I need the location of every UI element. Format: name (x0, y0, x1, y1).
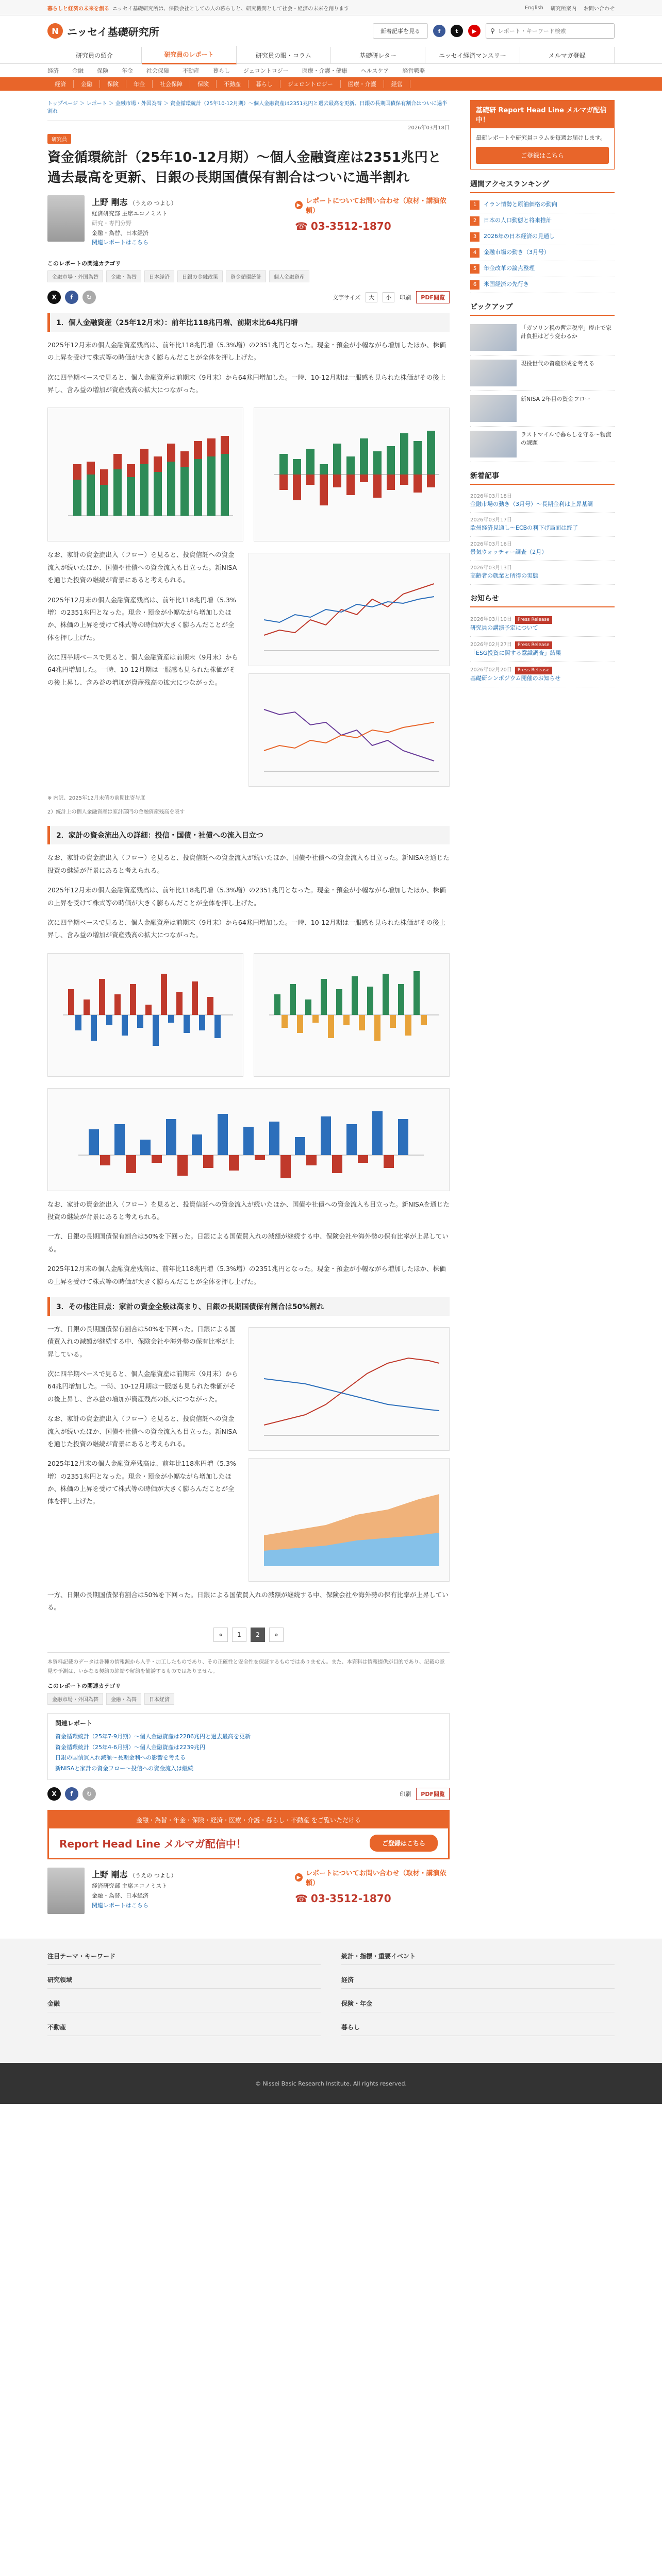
page-title: 資金循環統計（25年10-12月期）～個人金融資産は2351兆円と過去最高を更新、日銀の長期国債保有割合はついに過半割れ (47, 150, 441, 185)
figure-note: 2）統計上の個人金融資産は家計部門の金融資産残高を表す (47, 809, 185, 816)
body-paragraph: 一方、日銀の長期国債保有割合は50%を下回った。日銀による国債買入れの減額が継続する中、保険会社や海外勢の保有比率が上昇している。 (47, 1325, 236, 1358)
ranking-label: イラン情勢と原油価格の動向 (484, 200, 557, 208)
nav-researchers[interactable]: 研究員の紹介 (47, 47, 142, 64)
share-row (47, 1787, 450, 1801)
nav-monthly[interactable]: ニッセイ経済マンスリー (425, 47, 520, 64)
page-2[interactable]: 2 (251, 1628, 265, 1642)
latest-date: 2026年03月17日 (470, 517, 512, 523)
news-item[interactable] (470, 662, 615, 687)
body-paragraph: 一方、日銀の長期国債保有割合は50%を下回った。日銀による国債買入れの減額が継続する中、保険会社や海外勢の保有比率が上昇している。 (47, 1590, 449, 1612)
cat-item[interactable]: 経営 (384, 80, 410, 88)
top-notice: ニッセイ基礎研究所は、保険会社としての人の暮らしと、研究機関として社会・経済の未来を創ります (112, 6, 350, 12)
pickup-item[interactable] (470, 391, 615, 427)
tag-item[interactable]: 金融市場・外国為替 (47, 270, 103, 282)
latest-title: 高齢者の就業と所得の実態 (470, 572, 538, 580)
pickup-label: ラストマイルで暮らしを守る～物流の課題 (521, 431, 611, 447)
author-more-link[interactable]: 関連レポートはこちら (92, 239, 148, 246)
contact-tel[interactable] (295, 1892, 450, 1905)
contact-link-label: レポートについてお問い合わせ（取材・講演依頼） (305, 197, 446, 215)
mailmag-box (470, 100, 615, 170)
news-date: 2026年03月10日 (470, 616, 512, 622)
pickup-head: ピックアップ (470, 301, 615, 316)
subnav-item[interactable]: ヘルスケア (360, 67, 389, 74)
cat-item[interactable]: 金融 (74, 80, 100, 88)
main-nav (0, 46, 662, 64)
tag-list (47, 270, 450, 282)
footer-link[interactable]: 暮らし (341, 2019, 615, 2036)
contact-link[interactable] (295, 195, 450, 215)
ranking-label: 2026年の日本経済の見通し (484, 232, 555, 240)
mailmag-button[interactable]: ご登録はこちら (476, 147, 609, 164)
tag-item[interactable]: 日銀の金融政策 (177, 270, 223, 282)
banner-button[interactable]: ご登録はこちら (370, 1835, 438, 1852)
logo-mark: N (47, 23, 63, 39)
mailmag-text: 最新レポートや研究員コラムを毎週お届けします。 (476, 134, 606, 141)
line-chart (254, 1332, 444, 1446)
contact-tel[interactable] (295, 220, 450, 232)
pickup-item[interactable] (470, 427, 615, 462)
chart-figure (249, 1458, 450, 1582)
ranking-item[interactable]: 5 年金改革の論点整理 (470, 261, 615, 277)
pickup-label: 現役世代の資産形成を考える (521, 360, 594, 367)
ranking-item[interactable]: 1 イラン情勢と原油価格の動向 (470, 197, 615, 213)
subnav-item[interactable]: 医療・介護・健康 (302, 67, 347, 74)
nav-letter[interactable]: 基礎研レター (331, 47, 425, 64)
new-articles-button[interactable]: 新着記事を見る (373, 23, 428, 39)
chart-figure (249, 553, 450, 666)
body-paragraph: 2025年12月末の個人金融資産残高は、前年比118兆円増（5.3%増）の2351兆円となった。現金・預金が小幅ながら増加したほか、株価の上昇を受けて株式等の時価が大きく膨らんだことが全体を押し上げた。 (47, 341, 446, 362)
category-bar (0, 77, 662, 91)
share-icon[interactable]: ↻ (82, 1787, 96, 1801)
news-item[interactable] (470, 637, 615, 662)
body-paragraph: 次に四半期ベースで見ると、個人金融資産は前期末（9月末）から64兆円増加した。一時、10-12月期は一服感も見られた株価がその後上昇し、含み益の増加が資産残高の拡大につながった。 (47, 653, 238, 686)
author-name[interactable]: 上野 剛志 (92, 197, 128, 207)
x-share-icon[interactable]: X (47, 1787, 61, 1801)
nav-columns[interactable]: 研究員の眼・コラム (237, 47, 331, 64)
footer-link[interactable]: 研究領域 (47, 1971, 321, 1989)
pdf-button[interactable]: PDF閲覧 (416, 1788, 450, 1800)
latest-date: 2026年03月16日 (470, 541, 512, 547)
news-date: 2026年02月20日 (470, 667, 512, 673)
search-box[interactable] (486, 23, 615, 39)
ranking-item[interactable]: 6 米国経済の先行き (470, 277, 615, 293)
line-chart (254, 558, 444, 661)
subnav-item[interactable]: 経済 (47, 67, 59, 74)
author-dept: 経済研究部 主席エコノミスト (92, 1883, 168, 1890)
top-bar (0, 0, 662, 15)
chart-figure (47, 1088, 450, 1191)
author-field-label: 研究・専門分野 (92, 219, 131, 227)
facebook-share-icon[interactable]: f (65, 291, 78, 304)
cat-item[interactable]: 暮らし (249, 80, 280, 88)
pickup-label: 「ガソリン税の暫定税率」廃止で家計負担はどう変わるか (521, 324, 611, 340)
subnav-item[interactable]: 保険 (97, 67, 108, 74)
subnav-item[interactable]: 暮らし (213, 67, 230, 74)
author-name[interactable]: 上野 剛志 (92, 1870, 128, 1880)
body-paragraph: 次に四半期ベースで見ると、個人金融資産は前期末（9月末）から64兆円増加した。一時、10-12月期は一服感も見られた株価がその後上昇し、含み益の増加が資産残高の拡大につながった。 (47, 918, 446, 939)
sidebar (470, 100, 615, 1925)
youtube-icon[interactable]: ▶ (468, 25, 481, 37)
section-heading: 1．個人金融資産（25年12月末）：前年比118兆円増、前期末比64兆円増 (47, 313, 450, 332)
footer-link[interactable]: 注目テーマ・キーワード (47, 1947, 321, 1965)
ranking-label: 米国経済の先行き (484, 280, 529, 287)
sub-nav (0, 64, 662, 77)
share-row (47, 291, 450, 304)
news-head: お知らせ (470, 593, 615, 607)
body-paragraph: なお、家計の資金流出入（フロー）を見ると、投資信託への資金流入が続いたほか、国債や社債への資金流入も目立った。新NISAを通じた投資の継続が背景にあると考えられる。 (47, 1200, 450, 1221)
chart-figure (254, 953, 450, 1077)
footer-link[interactable]: 金融 (47, 1995, 321, 2012)
stacked-bar-chart (53, 413, 238, 536)
page-prev[interactable]: « (213, 1628, 228, 1642)
tag-list (47, 1693, 450, 1705)
mailmag-banner[interactable] (47, 1810, 450, 1859)
body-paragraph: 2025年12月末の個人金融資産残高は、前年比118兆円増（5.3%増）の2351兆円となった。現金・預金が小幅ながら増加したほか、株価の上昇を受けて株式等の時価が大きく膨らんだことが全体を押し上げた。 (47, 886, 446, 907)
body-paragraph: 2025年12月末の個人金融資産残高は、前年比118兆円増（5.3%増）の2351兆円となった。現金・預金が小幅ながら増加したほか、株価の上昇を受けて株式等の時価が大きく膨らんだことが全体を押し上げた。 (47, 596, 236, 641)
latest-item[interactable] (470, 489, 615, 513)
footer-link[interactable]: 統計・指標・重要イベント (341, 1947, 615, 1965)
author-kana: （うえの つよし） (129, 200, 177, 207)
cat-item[interactable]: 保険 (100, 80, 126, 88)
ranking-label: 金融市場の動き（3月号） (484, 248, 550, 256)
related-link[interactable]: 資金循環統計（25年4-6月期）～個人金融資産は2239兆円 (55, 1743, 205, 1751)
figure-note: ※ 内訳、2025年12月末値の前期比寄与度 (47, 795, 145, 802)
cat-item[interactable]: 保険 (190, 80, 217, 88)
news-badge: Press Release (515, 641, 552, 650)
latest-title: 欧州経済見通し～ECBの利下げ局面は終了 (470, 524, 578, 532)
font-size-label: 文字サイズ (333, 294, 361, 301)
body-paragraph: なお、家計の資金流出入（フロー）を見ると、投資信託への資金流入が続いたほか、国債や社債への資金流入も目立った。新NISAを通じた投資の継続が背景にあると考えられる。 (47, 1415, 237, 1448)
print-button[interactable]: 印刷 (400, 294, 411, 301)
page-next[interactable]: » (269, 1628, 284, 1642)
chart-figure (47, 408, 243, 541)
x-icon[interactable]: t (451, 25, 463, 37)
page-1[interactable]: 1 (232, 1628, 246, 1642)
body-paragraph: なお、家計の資金流出入（フロー）を見ると、投資信託への資金流入が続いたほか、国債や社債への資金流入も目立った。新NISAを通じた投資の継続が背景にあると考えられる。 (47, 551, 237, 584)
chart-figure (254, 408, 450, 541)
tag-item[interactable]: 日本経済 (144, 1693, 174, 1705)
subnav-item[interactable]: 金融 (72, 67, 84, 74)
footer-link[interactable]: 経済 (341, 1971, 615, 1989)
footer-link[interactable]: 不動産 (47, 2019, 321, 2036)
cat-item[interactable]: 社会保障 (153, 80, 190, 88)
footer-link[interactable]: 保険・年金 (341, 1995, 615, 2012)
news-title: 研究員の講演予定について (470, 624, 538, 632)
author-block (47, 1868, 450, 1914)
arrow-right-icon: ▶ (295, 201, 303, 209)
ranking-head: 週間アクセスランキング (470, 179, 615, 193)
stacked-bar-chart (259, 413, 444, 536)
publish-date: 2026年03月18日 (47, 121, 450, 131)
body-paragraph: 次に四半期ベースで見ると、個人金融資産は前期末（9月末）から64兆円増加した。一時、10-12月期は一服感も見られた株価がその後上昇し、含み益の増加が資産残高の拡大につながった。 (47, 1370, 238, 1403)
facebook-share-icon[interactable]: f (65, 1787, 78, 1801)
line-chart (254, 679, 444, 782)
author-photo (47, 1868, 85, 1914)
ranking-item[interactable]: 3 2026年の日本経済の見通し (470, 229, 615, 245)
pickup-thumb (470, 324, 517, 351)
bar-chart (53, 958, 238, 1072)
ranking-item[interactable]: 4 金融市場の動き（3月号） (470, 245, 615, 261)
related-title: 関連レポート (55, 1719, 93, 1727)
bar-chart (68, 1093, 429, 1186)
tag-item[interactable]: 金融・為替 (106, 270, 141, 282)
subnav-item[interactable]: 年金 (122, 67, 133, 74)
ranking-label: 日本の人口動態と将来推計 (484, 216, 552, 224)
latest-title: 金融市場の動き（3月号）～長期金利は上昇基調 (470, 500, 593, 507)
body-paragraph: 一方、日銀の長期国債保有割合は50%を下回った。日銀による国債買入れの減額が継続する中、保険会社や海外勢の保有比率が上昇している。 (47, 1232, 449, 1253)
latest-title: 景気ウォッチャー調査（2月） (470, 548, 548, 555)
author-dept: 経済研究部 主席エコノミスト (92, 210, 168, 217)
breadcrumb[interactable]: トップページ ＞ レポート ＞ 金融市場・外国為替 ＞ 資金循環統計（25年10-12月期）～個人金融資産は2351兆円と過去最高を更新、日銀の長期国債保有割合はついに過半割れ (47, 101, 448, 114)
nav-reports[interactable]: 研究員のレポート (142, 46, 236, 64)
font-large-button[interactable]: 大 (366, 292, 377, 302)
tag-item[interactable]: 日本経済 (144, 270, 174, 282)
author-topics: 金融・為替、日本経済 (92, 1892, 148, 1900)
arrow-right-icon: ▶ (295, 1873, 303, 1882)
news-item[interactable] (470, 612, 615, 637)
cat-item[interactable]: 年金 (126, 80, 153, 88)
cat-item[interactable]: 不動産 (217, 80, 249, 88)
news-title: 「ESG投資に関する意識調査」結果 (470, 650, 561, 657)
facebook-icon[interactable]: f (433, 25, 445, 37)
pickup-thumb (470, 431, 517, 457)
related-link[interactable]: 日銀の国債買入れ減額～長期金利への影響を考える (55, 1754, 186, 1761)
pickup-item[interactable] (470, 320, 615, 355)
cat-item[interactable]: ジェロントロジー (280, 80, 341, 88)
ranking-item[interactable]: 2 日本の人口動態と将来推計 (470, 213, 615, 229)
latest-date: 2026年03月18日 (470, 493, 512, 499)
footer-bottom (0, 2063, 662, 2104)
tags-label: このレポートの関連カテゴリ (47, 260, 121, 267)
copyright: © Nissei Basic Research Institute. All rights reserved. (255, 2080, 407, 2087)
contact-link-label: レポートについてお問い合わせ（取材・講演依頼） (305, 1870, 446, 1888)
pdf-button[interactable]: PDF閲覧 (416, 291, 450, 303)
article-tag: 研究員 (47, 134, 71, 144)
search-input[interactable] (498, 28, 601, 35)
subnav-item[interactable]: 社会保障 (146, 67, 169, 74)
author-photo (47, 195, 85, 242)
tag-item[interactable]: 個人金融資産 (269, 270, 309, 282)
print-button[interactable]: 印刷 (400, 1791, 411, 1798)
disclaimer: 本資料記載のデータは各種の情報源から入手・加工したものであり、その正確性と安全性を保証するものではありません。また、本資料は情報提供が目的であり、記載の意見や予測は、いかなる契約の締結や解約を勧誘するものではありません。 (47, 1652, 450, 1676)
banner-title: Report Head Line メルマガ配信中！ (59, 1838, 246, 1851)
tag-item[interactable]: 金融市場・外国為替 (47, 1693, 103, 1705)
cat-item[interactable]: 医療・介護 (341, 80, 384, 88)
pickup-thumb (470, 395, 517, 422)
section-heading: 2．家計の資金流出入の詳細：投信・国債・社債への流入目立つ (47, 826, 450, 844)
ranking-label: 年金改革の論点整理 (484, 264, 535, 272)
author-topics: 金融・為替、日本経済 (92, 229, 148, 236)
latest-item[interactable] (470, 513, 615, 537)
news-badge: Press Release (515, 616, 552, 624)
pagination (47, 1628, 450, 1642)
latest-item[interactable] (470, 537, 615, 561)
author-more-link[interactable]: 関連レポートはこちら (92, 1902, 148, 1909)
body-paragraph: 次に四半期ベースで見ると、個人金融資産は前期末（9月末）から64兆円増加した。一時、10-12月期は一服感も見られた株価がその後上昇し、含み益の増加が資産残高の拡大につながった。 (47, 373, 446, 394)
site-logo[interactable] (47, 23, 159, 39)
author-kana: （うえの つよし） (129, 1872, 177, 1879)
related-link[interactable]: 資金循環統計（25年7-9月期）～個人金融資産は2286兆円と過去最高を更新 (55, 1733, 251, 1740)
body-paragraph: 2025年12月末の個人金融資産残高は、前年比118兆円増（5.3%増）の2351兆円となった。現金・預金が小幅ながら増加したほか、株価の上昇を受けて株式等の時価が大きく膨らんだことが全体を押し上げた。 (47, 1460, 236, 1505)
font-small-button[interactable]: 小 (383, 292, 394, 302)
phone-icon: ☎ (295, 220, 308, 232)
news-badge: Press Release (515, 667, 552, 675)
x-share-icon[interactable]: X (47, 291, 61, 304)
contact-link[interactable] (295, 1868, 450, 1887)
chart-figure (249, 673, 450, 787)
chart-figure (249, 1327, 450, 1451)
mailmag-head: 基礎研 Report Head Line メルマガ配信中！ (471, 100, 614, 128)
banner-top: 金融・為替・年金・保険・経済・医療・介護・暮らし・不動産 をご覧いただける (49, 1811, 448, 1828)
nav-mailmag[interactable]: メルマガ登録 (520, 47, 615, 64)
phone-icon: ☎ (295, 1892, 308, 1905)
share-icon[interactable]: ↻ (82, 291, 96, 304)
latest-head: 新着記事 (470, 470, 615, 485)
article-main (47, 100, 450, 1925)
tagline: 暮らしと経済の未来を創る (47, 6, 109, 12)
news-title: 基礎研シンポジウム開催のお知らせ (470, 675, 561, 682)
subnav-item[interactable]: ジェロントロジー (243, 67, 289, 74)
search-icon: ⚲ (490, 27, 495, 35)
cat-item[interactable]: 経済 (47, 80, 74, 88)
tag-item[interactable]: 金融・為替 (106, 1693, 141, 1705)
tel-number: 03-3512-1870 (310, 1892, 391, 1905)
tel-number: 03-3512-1870 (310, 220, 391, 232)
footer-nav (0, 1939, 662, 2063)
tag-item[interactable]: 資金循環統計 (226, 270, 266, 282)
site-header (0, 15, 662, 46)
bar-chart (259, 958, 444, 1072)
link-about[interactable]: 研究所案内 (551, 6, 576, 12)
related-link[interactable]: 新NISAと家計の資金フロー～投信への資金流入は継続 (55, 1765, 194, 1772)
latest-item[interactable] (470, 561, 615, 585)
link-english[interactable]: English (524, 5, 543, 11)
news-date: 2026年02月27日 (470, 641, 512, 648)
section-heading: 3．その他注目点：家計の資金全般は高まり、日銀の長期国債保有割合は50%割れ (47, 1297, 450, 1316)
author-block (47, 195, 450, 248)
logo-name: ニッセイ基礎研究所 (67, 25, 159, 38)
subnav-item[interactable]: 不動産 (183, 67, 200, 74)
pickup-thumb (470, 360, 517, 386)
subnav-item[interactable]: 経営戦略 (402, 67, 425, 74)
body-paragraph: 2025年12月末の個人金融資産残高は、前年比118兆円増（5.3%増）の2351兆円となった。現金・預金が小幅ながら増加したほか、株価の上昇を受けて株式等の時価が大きく膨らんだことが全体を押し上げた。 (47, 1265, 446, 1285)
link-contact[interactable]: お問い合わせ (584, 6, 615, 12)
body-paragraph: なお、家計の資金流出入（フロー）を見ると、投資信託への資金流入が続いたほか、国債や社債への資金流入も目立った。新NISAを通じた投資の継続が背景にあると考えられる。 (47, 854, 450, 874)
latest-date: 2026年03月13日 (470, 565, 512, 571)
pickup-label: 新NISA 2年目の資金フロー (521, 395, 591, 402)
pickup-item[interactable] (470, 355, 615, 391)
related-reports (47, 1713, 450, 1781)
area-chart (254, 1463, 444, 1577)
tags-label: このレポートの関連カテゴリ (47, 1682, 121, 1689)
chart-figure (47, 953, 243, 1077)
